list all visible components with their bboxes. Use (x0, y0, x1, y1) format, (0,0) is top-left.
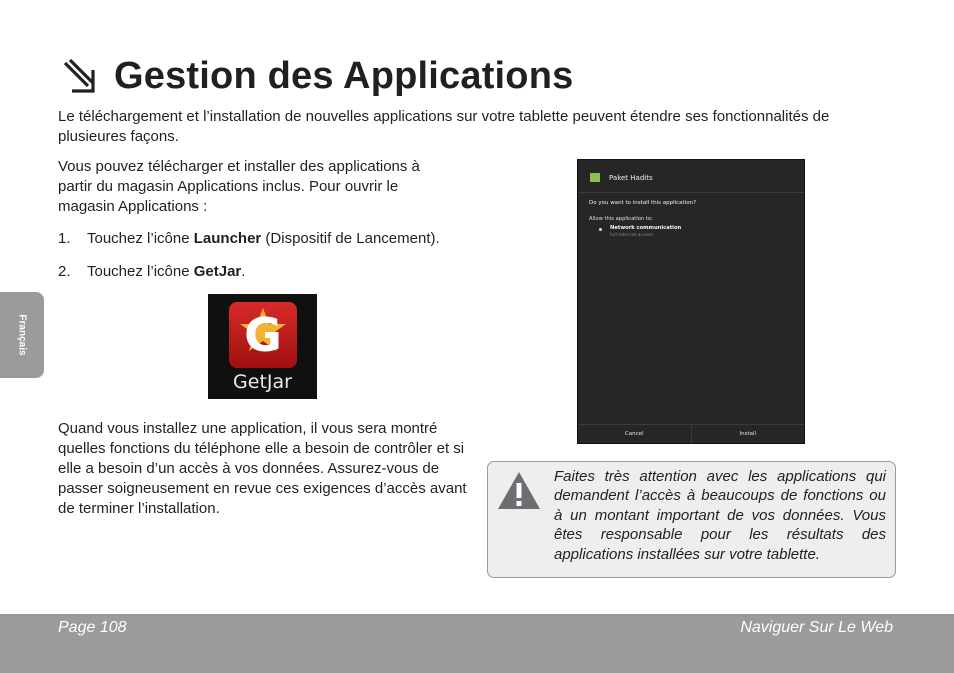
step-1 (58, 229, 440, 249)
page-footer (0, 614, 954, 673)
warning-text: Faites très attention avec les applications qui demandent l’accès à beaucoups de fonctions ou à un montant important de vos données. Vous êtes responsable pour les résultats des applications installées sur votre tablette. (554, 468, 886, 563)
section-name: Naviguer Sur Le Web (740, 619, 893, 636)
install-button[interactable]: Install (691, 425, 805, 444)
permission-name: Network communication (610, 225, 682, 231)
permissions-paragraph: Quand vous installez une application, il vous sera montré quelles fonctions du téléphone elle a besoin de contrôler et si elle a besoin d’un accès à vos données. Assurez-vous de passer soigneusement en revue ces exigences d’accès avant de terminer l’installation. (58, 420, 467, 517)
warning-note (487, 461, 896, 578)
page-title: Gestion des Applications (114, 54, 574, 97)
cancel-button[interactable]: Cancel (624, 431, 644, 437)
page-heading (58, 48, 573, 104)
page-number: Page 108 (58, 619, 127, 636)
language-tab (0, 292, 44, 378)
intro-paragraph: Le téléchargement et l’installation de nouvelles applications sur votre tablette peuvent étendre ses fonctionnalités de plusieures façons. (58, 108, 830, 145)
dialog-button-bar (578, 424, 804, 444)
install-dialog-screenshot (577, 159, 805, 444)
getjar-letter: G (244, 308, 282, 362)
warning-triangle-icon (496, 469, 542, 511)
app-name: Paket Hadits (609, 174, 653, 182)
getjar-logo (229, 302, 297, 368)
getjar-label: GetJar (233, 371, 292, 393)
store-intro-paragraph: Vous pouvez télécharger et installer des applications à partir du magasin Applications inclus. Pour ouvrir le magasin Applications : (58, 158, 420, 215)
step-text: Touchez l’icône GetJar. (87, 263, 246, 280)
getjar-app-icon (208, 294, 317, 399)
step-number: 2. (58, 263, 71, 280)
step-number: 1. (58, 230, 71, 247)
step-2 (58, 262, 245, 282)
install-question: Do you want to install this application? (589, 200, 696, 206)
permission-detail: full Internet access (610, 233, 653, 238)
arrow-down-right-icon (58, 56, 98, 96)
language-label: Français (16, 314, 28, 356)
dialog-header (578, 160, 804, 193)
bullet-icon (599, 228, 602, 231)
step-text: Touchez l’icône Launcher (Dispositif de Lancement). (87, 230, 440, 247)
allow-label: Allow this application to: (589, 216, 653, 222)
app-icon (590, 173, 600, 182)
